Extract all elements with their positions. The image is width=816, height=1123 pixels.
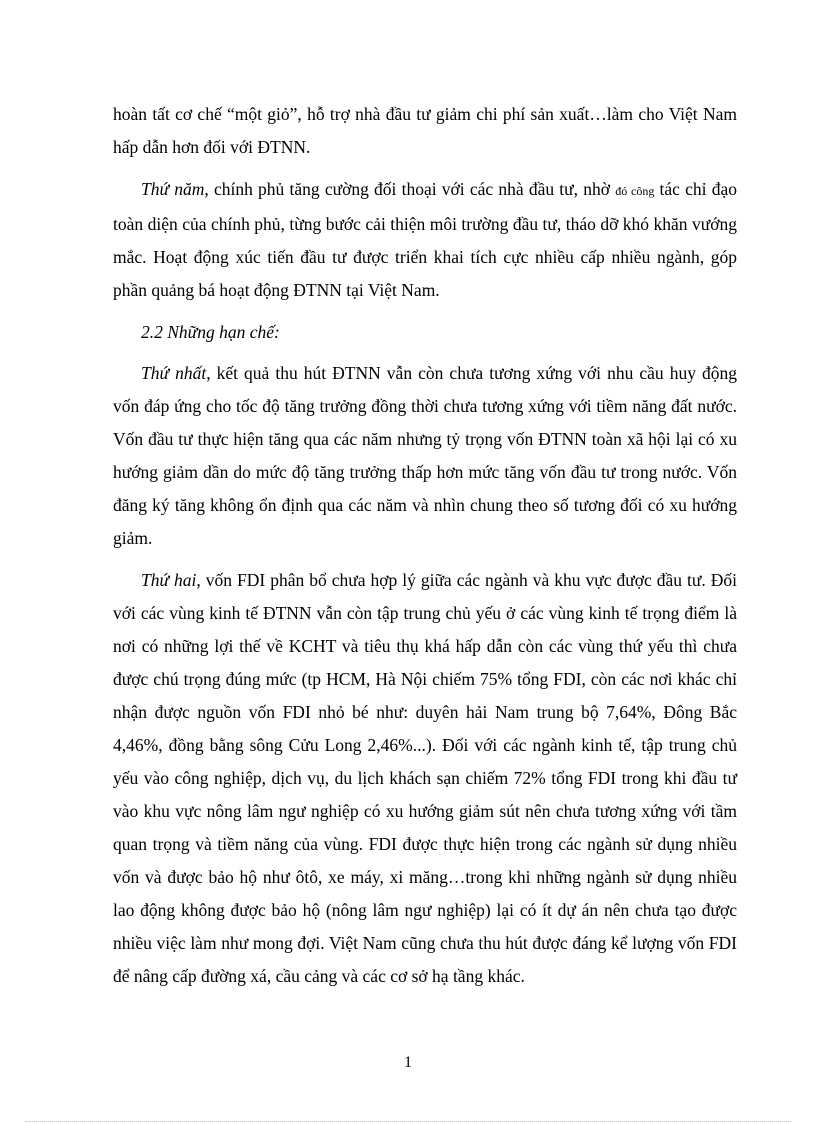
paragraph-lead: Thứ năm [141,179,205,199]
paragraph-continuation [113,98,737,164]
paragraph-lead: Thứ hai [141,570,197,590]
paragraph-text: , kết quả thu hút ĐTNN vẫn còn chưa tương xứng với nhu cầu huy động vốn đáp ứng cho tốc độ tăng trưởng đồng thời chưa tương xứng với tiềm năng đất nước. Vốn đầu tư thực hiện tăng qua các năm nhưng tỷ trọng vốn ĐTNN toàn xã hội lại có xu hướng giảm dần do mức độ tăng trưởng thấp hơn mức tăng vốn đầu tư trong nước. Vốn đăng ký tăng không ổn định qua các năm và nhìn chung theo số tương đối có xu hướng giảm. [113,363,738,548]
paragraph-thu-hai [113,564,737,993]
small-text-fragment: đó công [615,184,655,198]
page-bottom-divider [25,1121,791,1122]
paragraph-text: , vốn FDI phân bổ chưa hợp lý giữa các ngành và khu vực được đầu tư. Đối với các vùng kinh tế ĐTNN vẫn còn tập trung chủ yếu ở các vùng kinh tế trọng điểm là nơi có những lợi thế về KCHT và tiêu thụ khá hấp dẫn còn các vùng thứ yếu thì chưa được chú trọng đúng mức (tp HCM, Hà Nội chiếm 75% tổng FDI, còn các nơi khác chỉ nhận được nguồn vốn FDI nhỏ bé như: duyên hải Nam trung bộ 7,64%, Đông Bắc 4,46%, đồng bằng sông Cửu Long 2,46%...). Đối với các ngành kinh tế, tập trung chủ yếu vào công nghiệp, dịch vụ, du lịch khách sạn chiếm 72% tổng FDI trong khi đầu tư vào khu vực nông lâm ngư nghiệp có xu hướng giảm sút nên chưa tương xứng với tầm quan trọng và tiềm năng của vùng. FDI được thực hiện trong các ngành sử dụng nhiều vốn và được bảo hộ như ôtô, xe máy, xi măng…trong khi những ngành sử dụng nhiều lao động không được bảo hộ (nông lâm ngư nghiệp) lại có ít dự án nên chưa tạo được nhiều việc làm như mong đợi. Việt Nam cũng chưa thu hút được đáng kể lượng vốn FDI để nâng cấp đường xá, cầu cảng và các cơ sở hạ tầng khác. [113,570,737,986]
page-number: 1 [404,1054,412,1071]
paragraph-lead: Thứ nhất [141,363,207,383]
document-body [113,98,737,1002]
paragraph-text: tác chỉ đạo toàn diện của chính phủ, từng bước cải thiện môi trường đầu tư, tháo dỡ khó khăn vướng mắc. Hoạt động xúc tiến đầu tư được triển khai tích cực nhiều cấp nhiều ngành, góp phần quảng bá hoạt động ĐTNN tại Việt Nam. [113,179,737,300]
section-heading [113,316,737,349]
paragraph-thu-nam [113,173,737,307]
section-heading-text: 2.2 Những hạn chế: [141,322,280,342]
paragraph-thu-nhat [113,357,737,555]
paragraph-text: hoàn tất cơ chế “một giỏ”, hỗ trợ nhà đầu tư giảm chi phí sản xuất…làm cho Việt Nam hấp dẫn hơn đối với ĐTNN. [113,104,737,157]
paragraph-text-part: , chính phủ tăng cường đối thoại với các nhà đầu tư, nhờ [204,179,616,199]
